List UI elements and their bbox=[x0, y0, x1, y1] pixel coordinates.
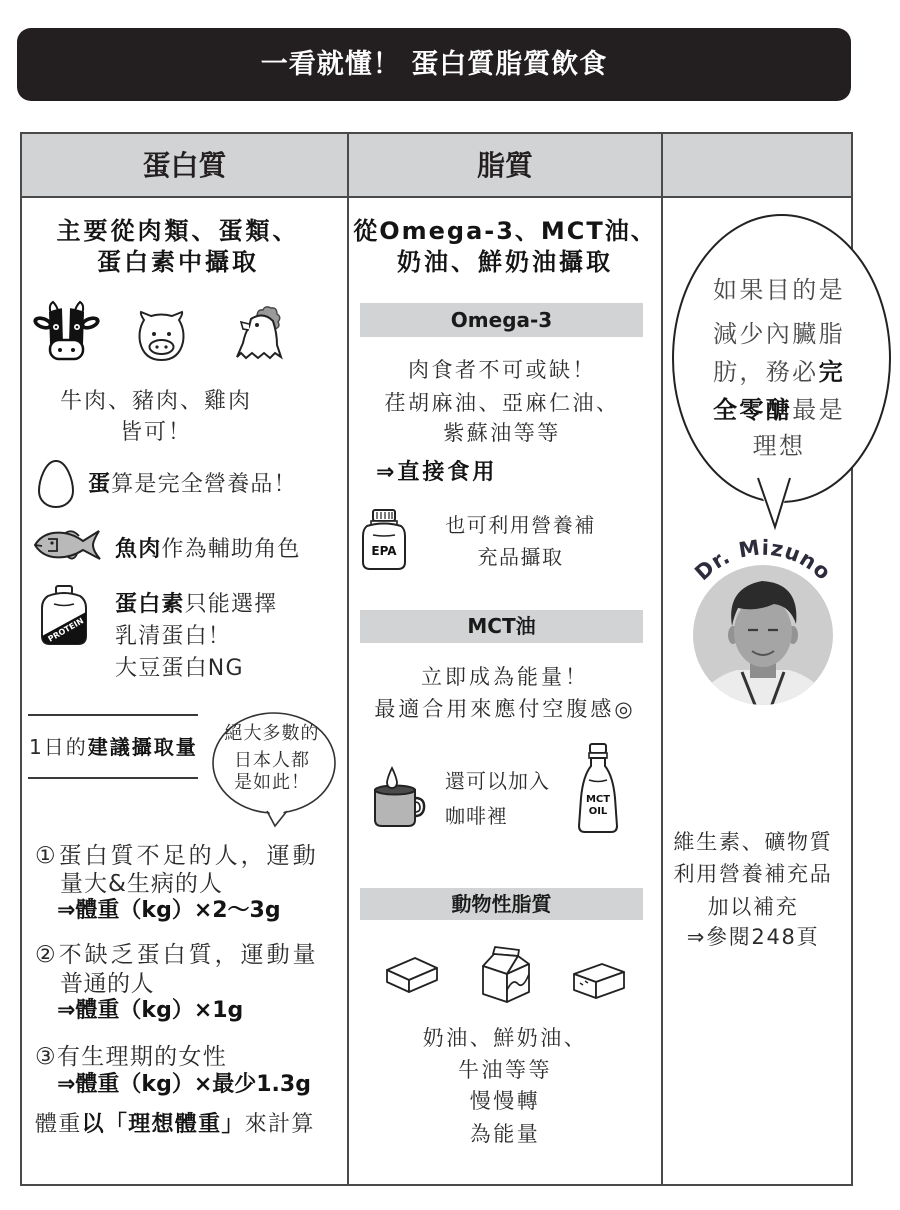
advice-bubble-pre: 肪，務必 bbox=[712, 358, 819, 386]
case-formula: ⇒體重（kg）×2～3g bbox=[57, 898, 281, 923]
case-text: 普通的人 bbox=[60, 971, 154, 997]
omega3-text: 紫蘇油等等 bbox=[443, 421, 561, 445]
powder-text bbox=[115, 590, 277, 620]
mct-oil-bottle-icon bbox=[577, 742, 619, 834]
case-formula: ⇒體重（kg）×最少1.3g bbox=[57, 1072, 311, 1097]
butter-icon bbox=[385, 956, 439, 994]
advice-bubble-line: 減少內臟脂 bbox=[713, 320, 845, 348]
advice-bubble-line: 理想 bbox=[752, 432, 806, 460]
cow-icon bbox=[33, 300, 100, 360]
vitamin-text: 維生素、礦物質 bbox=[673, 830, 833, 854]
weight-note-bold: 以「理想體重」 bbox=[81, 1112, 245, 1137]
daily-intake-prefix: 1日的 bbox=[29, 735, 88, 759]
case-text: ②不缺乏蛋白質，運動量 bbox=[35, 942, 319, 968]
mct-heading: MCT油 bbox=[360, 610, 643, 643]
vitamin-text: 利用營養補充品 bbox=[673, 862, 833, 886]
mct-text: 立即成為能量！ bbox=[421, 665, 589, 689]
bottle-label-line: OIL bbox=[588, 806, 608, 817]
advice-bubble-line bbox=[679, 355, 879, 389]
powder-text-bold: 蛋白素 bbox=[115, 592, 185, 617]
powder-text: 大豆蛋白NG bbox=[115, 656, 244, 681]
daily-intake-bold: 建議攝取量 bbox=[87, 735, 198, 759]
animal-fat-text: 慢慢轉 bbox=[469, 1089, 541, 1113]
fish-icon bbox=[31, 527, 103, 563]
protein-intro-line: 主要從肉類、蛋類、 bbox=[56, 217, 300, 245]
vitamin-text: 加以補充 bbox=[707, 895, 799, 919]
omega3-text: 荏胡麻油、亞麻仁油、 bbox=[384, 391, 620, 415]
case-text: 量大&生病的人 bbox=[60, 871, 223, 897]
coffee-cup-icon bbox=[372, 766, 426, 828]
protein-intro-line: 蛋白素中攝取 bbox=[97, 248, 259, 276]
doctor-portrait bbox=[662, 520, 852, 720]
meat-text: 皆可！ bbox=[120, 420, 193, 445]
bubble-text: 絕大多數的 bbox=[224, 723, 320, 744]
chicken-icon bbox=[233, 305, 282, 360]
page-reference: ⇒參閱248頁 bbox=[686, 925, 820, 949]
fish-text bbox=[115, 535, 301, 565]
coffee-text: 咖啡裡 bbox=[445, 804, 508, 828]
weight-note-post: 來計算 bbox=[244, 1112, 315, 1137]
egg-text-bold: 蛋 bbox=[88, 472, 112, 497]
animal-fat-text: 牛油等等 bbox=[458, 1058, 552, 1082]
fat-intro-line: 從Omega-3、MCT油、 bbox=[353, 217, 657, 245]
epa-label: EPA bbox=[371, 544, 397, 558]
bubble-text: 日本人都 bbox=[234, 750, 310, 771]
header-divider bbox=[22, 196, 851, 198]
title-banner bbox=[17, 28, 851, 101]
powder-text: 乳清蛋白！ bbox=[115, 624, 232, 649]
omega3-text: 肉食者不可或缺！ bbox=[408, 358, 596, 382]
fish-text-bold: 魚肉 bbox=[115, 537, 162, 562]
bottle-label-line: MCT bbox=[585, 794, 611, 805]
fat-intro-line: 奶油、鮮奶油攝取 bbox=[397, 248, 613, 276]
tallow-icon bbox=[570, 962, 626, 1002]
divider-line bbox=[28, 777, 198, 779]
bubble-text: 是如此！ bbox=[234, 772, 310, 793]
advice-bubble-line bbox=[679, 393, 879, 427]
epa-supplement-icon bbox=[361, 508, 407, 571]
header-protein: 蛋白質 bbox=[142, 149, 227, 182]
protein-jar-icon bbox=[40, 584, 88, 646]
daily-intake-heading bbox=[29, 732, 198, 762]
header-fat: 脂質 bbox=[476, 149, 533, 182]
coffee-text: 還可以加入 bbox=[445, 769, 550, 793]
advice-bubble-line: 如果目的是 bbox=[713, 276, 845, 304]
page-title: 一看就懂！ 蛋白質脂質飲食 bbox=[260, 49, 608, 80]
case-formula: ⇒體重（kg）×1g bbox=[57, 998, 244, 1023]
doctor-name-text: Dr. Mizuno bbox=[690, 535, 836, 586]
animal-fat-heading: 動物性脂質 bbox=[360, 888, 643, 920]
fish-text-rest: 作為輔助角色 bbox=[161, 537, 301, 562]
egg-text bbox=[88, 470, 297, 500]
egg-text-rest: 算是完全營養品！ bbox=[111, 472, 297, 497]
case-text: ①蛋白質不足的人，運動 bbox=[35, 843, 319, 869]
animal-fat-text: 奶油、鮮奶油、 bbox=[422, 1026, 588, 1050]
egg-icon bbox=[37, 459, 75, 509]
cream-carton-icon bbox=[479, 944, 532, 1004]
protein-jar-label: PROTEIN bbox=[46, 616, 86, 644]
advice-bubble-post: 最是 bbox=[792, 396, 845, 424]
animal-fat-text: 為能量 bbox=[469, 1122, 541, 1146]
supplement-text: 也可利用營養補 bbox=[445, 513, 596, 537]
powder-text-rest: 只能選擇 bbox=[184, 592, 278, 617]
pig-icon bbox=[135, 310, 188, 362]
meat-text: 牛肉、豬肉、雞肉 bbox=[60, 389, 253, 414]
weight-note bbox=[35, 1110, 315, 1140]
weight-note-pre: 體重 bbox=[35, 1112, 82, 1137]
mct-text: 最適合用來應付空腹感◎ bbox=[374, 697, 636, 721]
advice-bubble-bold: 完 bbox=[818, 358, 845, 386]
omega3-action: ⇒直接食用 bbox=[376, 460, 498, 485]
divider-line bbox=[28, 714, 198, 716]
advice-bubble-bold: 全零醣 bbox=[712, 396, 793, 424]
supplement-text: 充品攝取 bbox=[477, 545, 564, 569]
case-text: ③有生理期的女性 bbox=[35, 1044, 228, 1070]
omega3-heading: Omega-3 bbox=[360, 303, 643, 337]
